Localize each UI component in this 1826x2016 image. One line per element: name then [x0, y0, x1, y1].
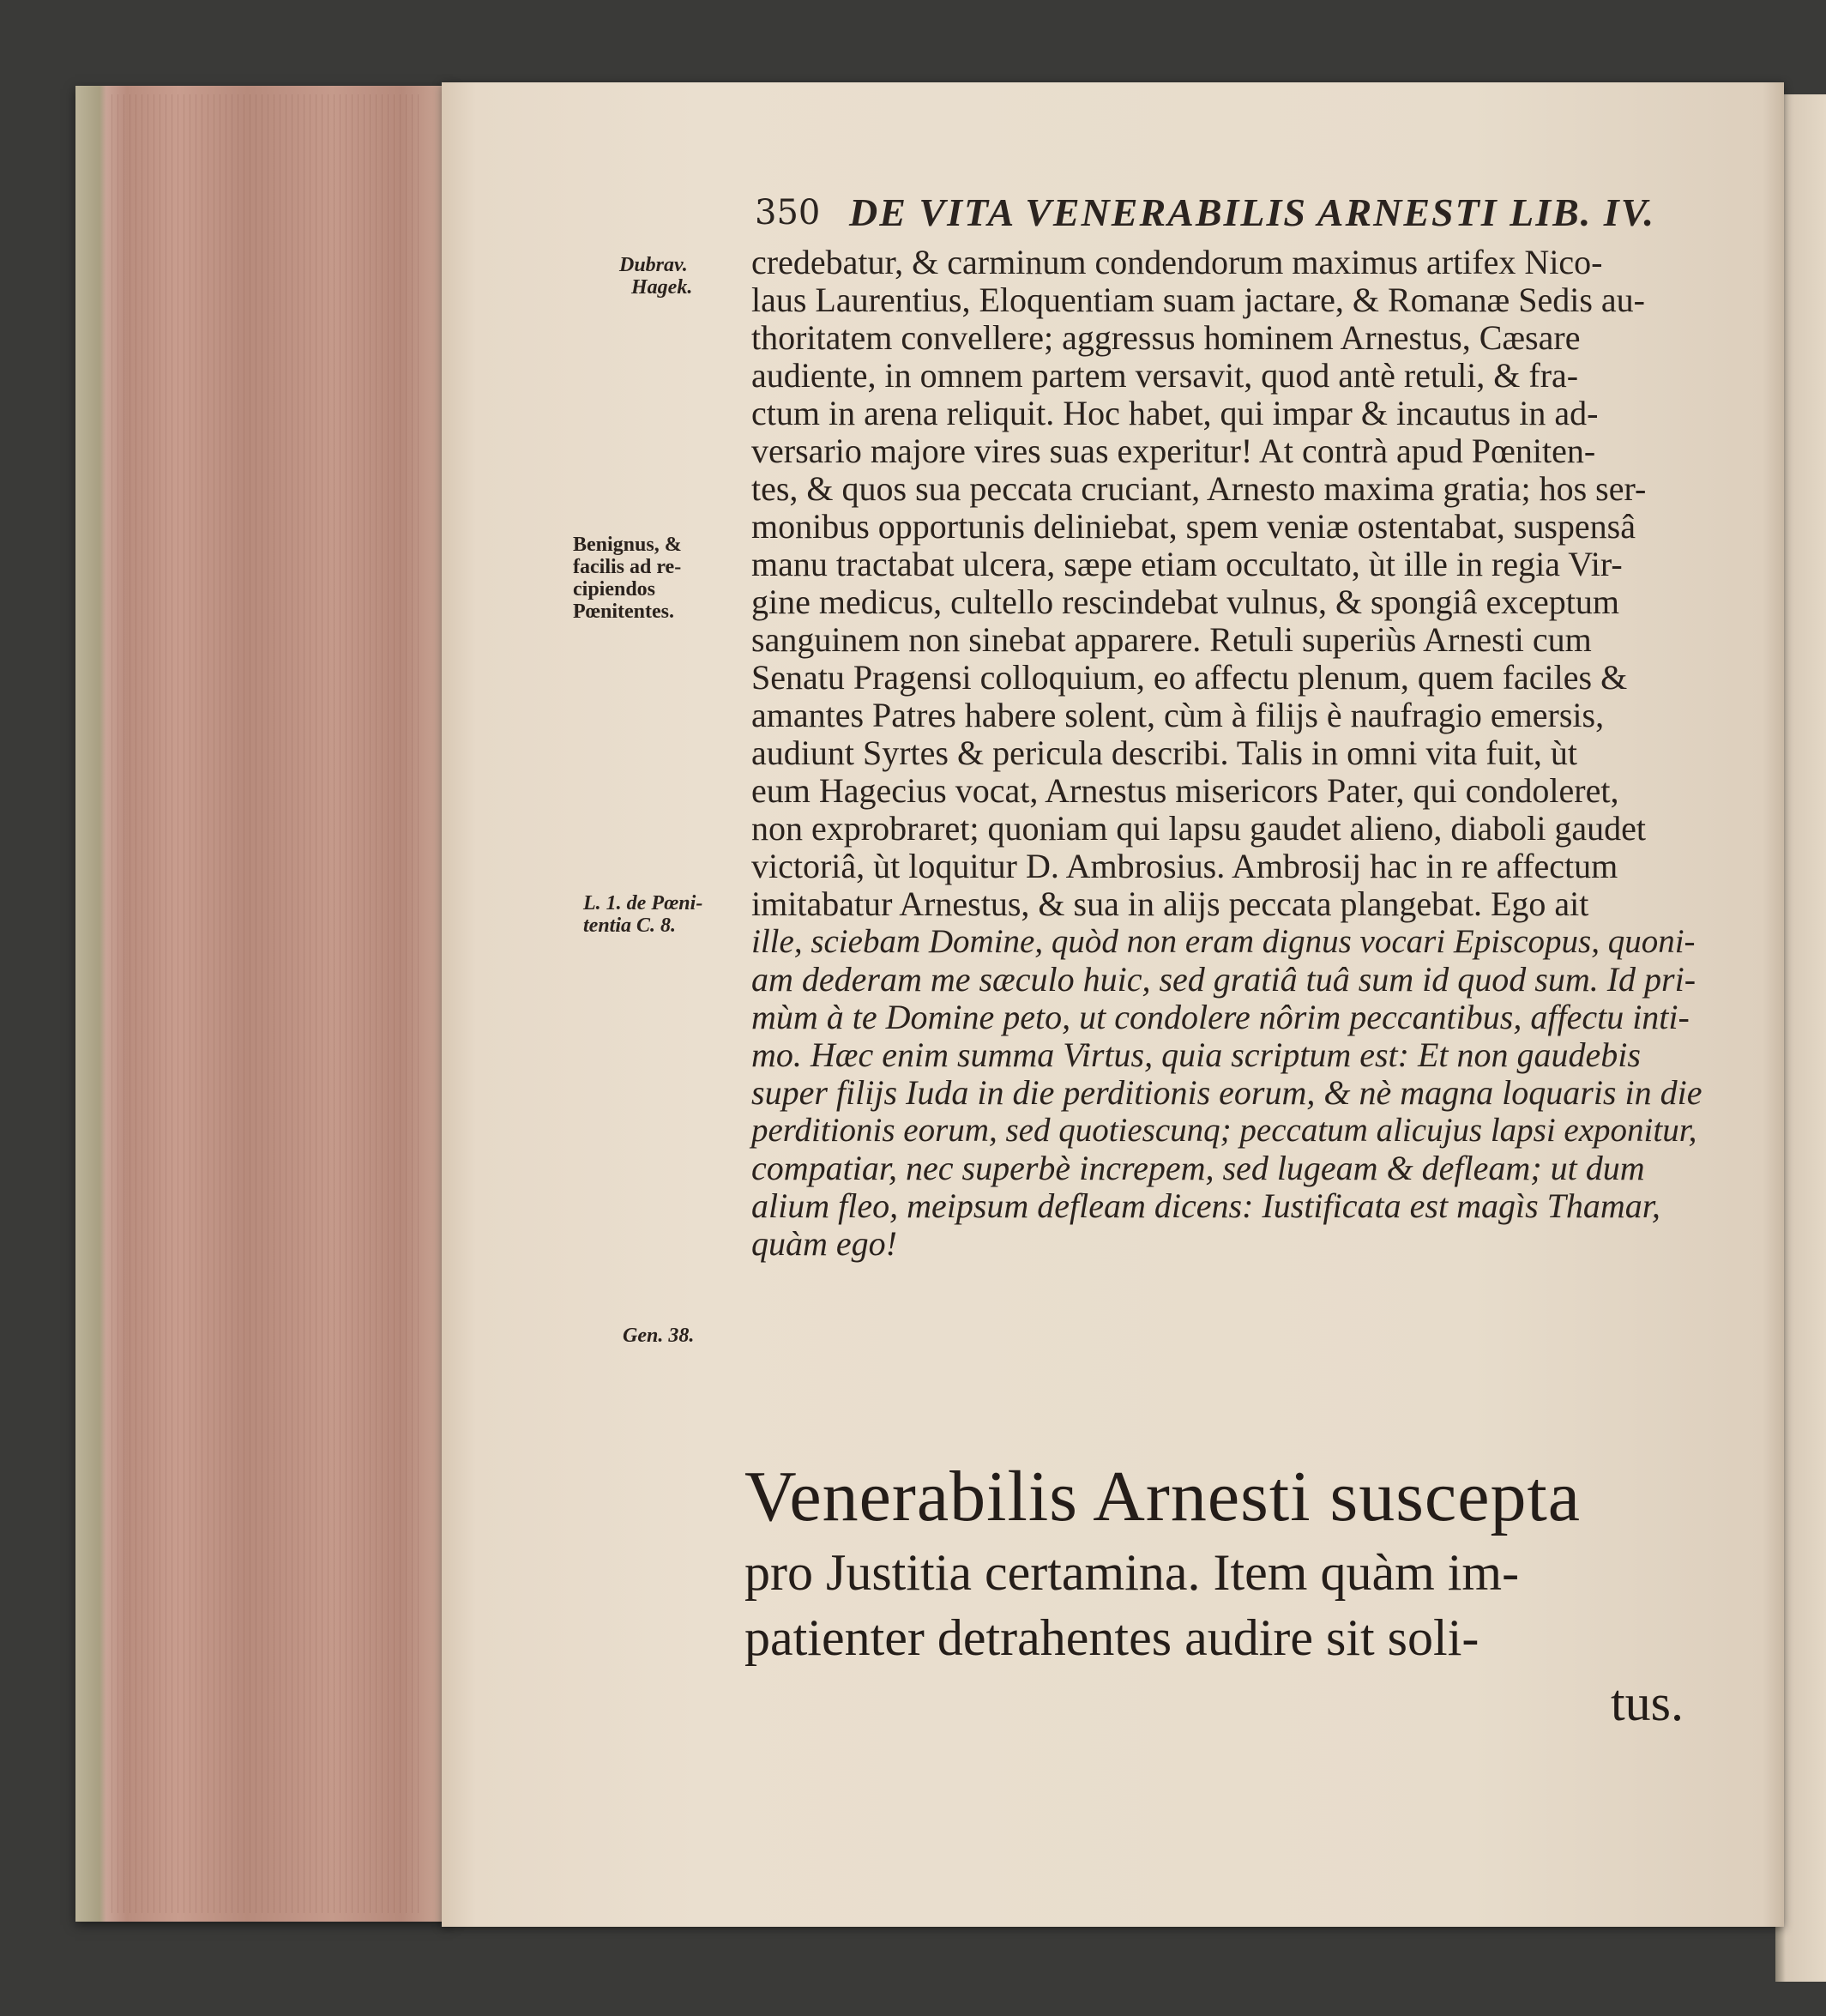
body-line: audiunt Syrtes & pericula describi. Talis in omni vita fuit, ùt	[751, 733, 1577, 772]
body-text	[751, 244, 1717, 1263]
body-line: eum Hagecius vocat, Arnestus misericors Pater, qui condoleret,	[751, 771, 1619, 810]
body-line: credebatur, & carminum condendorum maximus artifex Nico-	[751, 243, 1603, 281]
heading-line-2: pro Justitia certamina. Item quàm im-	[744, 1544, 1520, 1601]
body-line: perditionis eorum, sed quotiescunq; peccatum alicujus lapsi exponitur,	[751, 1112, 1697, 1149]
margin-note-line: Pœnitentes.	[573, 601, 674, 623]
margin-note-line: Hagek.	[631, 276, 693, 299]
running-title: DE VITA VENERABILIS ARNESTI LIB. IV.	[849, 190, 1655, 234]
body-line: manu tractabat ulcera, sæpe etiam occultato, ùt ille in regia Vir-	[751, 545, 1623, 583]
body-line: laus Laurentius, Eloquentiam suam jactare, & Romanæ Sedis au-	[751, 281, 1645, 319]
margin-note-line: facilis ad re-	[573, 556, 682, 578]
heading-line-3: patienter detrahentes audire sit soli-	[744, 1609, 1479, 1666]
body-line: alium fleo, meipsum defleam dicens: Iustificata est magìs Thamar,	[751, 1186, 1660, 1225]
body-line: sanguinem non sinebat apparere. Retuli superiùs Arnesti cum	[751, 620, 1592, 659]
margin-note-genesis	[623, 1325, 694, 1347]
body-line: quàm ego!	[751, 1224, 897, 1263]
heading-line-4: tus.	[1611, 1675, 1684, 1731]
body-line: non exprobraret; quoniam qui lapsu gaudet alieno, diaboli gaudet	[751, 809, 1647, 848]
body-line: mùm à te Domine peto, ut condolere nôrim peccantibus, affectu inti-	[751, 998, 1690, 1036]
body-line: monibus opportunis deliniebat, spem veniæ ostentabat, suspensâ	[751, 507, 1636, 546]
body-line: ille, sciebam Domine, quòd non eram dignus vocari Episcopus, quoni-	[751, 923, 1696, 960]
body-line: tes, & quos sua peccata cruciant, Arnesto maxima gratia; hos ser-	[751, 469, 1647, 508]
margin-note-line: Dubrav.	[619, 254, 688, 276]
body-line: amantes Patres habere solent, cùm à filijs è naufragio emersis,	[751, 696, 1605, 734]
margin-note-line: Benignus, &	[573, 534, 682, 556]
page-number: 350	[755, 193, 821, 232]
margin-note-line: cipiendos	[573, 578, 656, 601]
body-line: mo. Hæc enim summa Virtus, quia scriptum est: Et non gaudebis	[751, 1035, 1641, 1074]
page-edge-lines	[111, 94, 420, 1913]
body-line: ctum in arena reliquit. Hoc habet, qui impar & incautus in ad-	[751, 394, 1599, 432]
margin-note-ambrosius	[583, 892, 702, 937]
margin-note-line: L. 1. de Pœni-	[583, 892, 703, 914]
body-line: am dederam me sæculo huic, sed gratiâ tuâ sum id quod sum. Id pri-	[751, 960, 1696, 999]
chapter-heading	[744, 1454, 1722, 1735]
page-header	[755, 190, 1724, 244]
heading-line-1: Venerabilis Arnesti suscepta	[744, 1457, 1582, 1536]
body-line: super filijs Iuda in die perditionis eorum, & nè magna loquaris in die	[751, 1073, 1702, 1112]
margin-note-sources	[619, 254, 692, 299]
body-line: imitabatur Arnestus, & sua in alijs peccata plangebat. Ego ait	[751, 884, 1589, 923]
body-line: versario majore vires suas experitur! At contrà apud Pœniten-	[751, 432, 1596, 470]
body-line: Senatu Pragensi colloquium, eo affectu plenum, quem faciles &	[751, 658, 1628, 697]
body-line: audiente, in omnem partem versavit, quod antè retuli, & fra-	[751, 356, 1579, 395]
margin-note-benignus	[573, 534, 682, 623]
margin-note-line: Gen. 38.	[623, 1325, 695, 1347]
body-line: thoritatem convellere; aggressus hominem Arnestus, Cæsare	[751, 318, 1581, 357]
body-line: compatiar, nec superbè increpem, sed lugeam & defleam; ut dum	[751, 1149, 1645, 1187]
body-line: gine medicus, cultello rescindebat vulnus, & spongiâ exceptum	[751, 582, 1619, 621]
body-line: victoriâ, ùt loquitur D. Ambrosius. Ambrosij hac in re affectum	[751, 847, 1618, 885]
margin-note-line: tentia C. 8.	[583, 914, 677, 937]
